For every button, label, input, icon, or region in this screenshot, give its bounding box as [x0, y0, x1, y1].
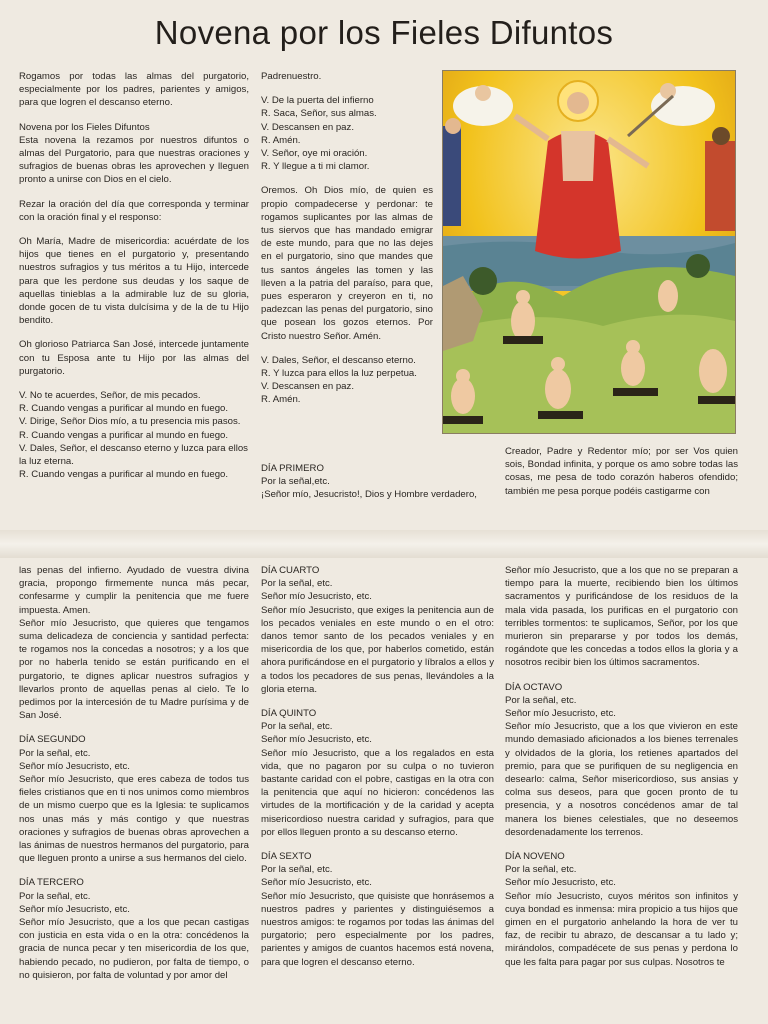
paragraph: Rezar la oración del día que corresponda y terminar con la oración final y el responso:: [19, 198, 249, 223]
column-bottom-middle: [261, 564, 494, 980]
sign-lines: Por la señal, etc. Señor mío Jesucristo, etc.: [505, 694, 616, 720]
paragraph: Señor mío Jesucristo, que a los que no se preparan a tiempo para la muerte, recibiendo bien los últimos sacramentos y purificándose de los residuos de la mala vida pasada, los purificas en el purgatorio con terribles tormentos: te suplicamos, Señor, por los que murieron sin prepararse y por todos los demás, rogándote que les concedas a todos ellos la gloria y a nosotros recibir bien los últimos sacramentos.: [505, 565, 738, 669]
religious-painting-icon: [443, 71, 735, 433]
religious-painting: [442, 70, 736, 434]
paragraph: Oremos. Oh Dios mío, de quien es propio compadecerse y perdonar: te rogamos suplicantes por las almas de tus siervos que has mandado emigrar de este mundo, para que no las dejes en el purgatorio, sino que mandes que tus santos ángeles las tomen y las lleven a la patria del paraíso, para que, pues esperaron y creyeron en ti, no padezcan las penas del purgatorio, sino que posean los gozos eternos. Por Cristo nuestro Señor. Amén.: [261, 185, 433, 342]
sign-lines: Por la señal, etc. Señor mío Jesucristo, etc.: [19, 747, 130, 772]
paragraph: V. No te acuerdes, Señor, de mis pecados. R. Cuando vengas a purificar al mundo en fuego. V. Dirige, Señor Dios mío, a tu presencia mis pasos. R. Cuando vengas a purificar al mundo en fuego. V. Dales, Señor, el descanso eterno y luzca para ellos la luz eterna. R. Cuando vengas a purificar al mundo en fuego.: [19, 390, 248, 481]
day-heading: DÍA CUARTO: [261, 565, 320, 576]
paragraph: Padrenuestro.: [261, 71, 322, 82]
paragraph: Señor mío Jesucristo, cuyos méritos son infinitos y cuya bondad es inmensa: mira propicio a tus hijos que gimen en el purgatorio anhelando la hora de ver tu faz, de recibir tu abrazo, de descansar a tu lado y; mirándolos, compadécete de sus penas y perdona lo que les falta para pagar por sus culpas. Nosotros te: [505, 890, 738, 968]
paragraph: Oh glorioso Patriarca San José, intercede juntamente con tu Esposa ante tu Hijo por las almas del purgatorio.: [19, 339, 249, 377]
paragraph: Señor mío Jesucristo, que quieres que tengamos suma delicadeza de conciencia y santidad perfecta: te rogamos nos la concedas a nosotros; y a los que por no haberla tenido se están purificando en el purgatorio, te dignes aplicar nuestros sufragios y llevarlos pronto de aquellas penas al cielo. Te lo pedimos por la intercesión de tu Madre purísima y de San José.: [19, 617, 249, 722]
paragraph: V. Dales, Señor, el descanso eterno. R. Y luzca para ellos la luz perpetua. V. Descansen en paz. R. Amén.: [261, 354, 417, 406]
day-heading: DÍA SEGUNDO: [19, 734, 86, 746]
paragraph: Señor mío Jesucristo, que a los que pecan castigas con justicia en esta vida o en la otra: concédenos la gracia de nunca pecar y ten misericordia de los que, habiendo pecado, no pudieron, por falta de tiempo, o no quisieron, por falta de voluntad y por amor del: [19, 917, 249, 981]
page-title: Novena por los Fieles Difuntos: [154, 14, 614, 51]
paragraph: Rogamos por todas las almas del purgatorio, especialmente por los padres, parientes y amigos, para que logren el descanso eterno.: [19, 71, 249, 109]
sign-lines: Por la señal, etc. Señor mío Jesucristo, etc.: [505, 864, 616, 889]
paragraph: las penas del infierno. Ayudado de vuestra divina gracia, propongo firmemente nunca más pecar, confesarme y cumplir la penitencia que me fuere impuesta. Amen.: [19, 565, 249, 616]
day-heading: DÍA SEXTO: [261, 851, 312, 863]
sign-lines: Por la señal, etc. Señor mío Jesucristo, etc.: [261, 721, 372, 746]
paragraph: Señor mío Jesucristo, que quisiste que honrásemos a nuestros padres y parientes y distinguiésemos a nuestros amigos: te rogamos por todas las ánimas del purgatorio; pero especialmente por los padres, parientes y amigos de cuantos hacemos está novena, para que logren el descanso eterno.: [261, 890, 494, 968]
sign-lines: Por la señal, etc. Señor mío Jesucristo, etc.: [261, 864, 372, 889]
paragraph: Creador, Padre y Redentor mío; por ser Vos quien sois, Bondad infinita, y porque os amo sobre todas las cosas, me pesa de todo corazón haberos ofendido; también me pesa porque podéis castigarme con: [505, 446, 738, 497]
sign-lines: Por la señal, etc. Señor mío Jesucristo, etc.: [19, 890, 130, 915]
paragraph: Oh María, Madre de misericordia: acuérdate de los hijos que tienes en el purgatorio y, presentando nuestros sufragios y tus méritos a tu Hijo, intercede para que les perdone sus deudas y los saque de aquellas tinieblas a la admirable luz de su gloria, donde gocen de tu vista dulcísima y de la de tu Hijo bendito.: [19, 236, 249, 327]
sign-line: Por la señal,etc.: [261, 476, 330, 488]
column-top-middle: [261, 70, 433, 418]
column-top-right: [505, 445, 738, 509]
paragraph: Novena por los Fieles Difuntos Esta novena la rezamos por nuestros difuntos o almas del Purgatorio, para que nuestras oraciones y sufragios de buenas obras les aprovechen y lleguen pronto a unirse con Dios en el cielo.: [19, 121, 249, 186]
sign-lines: Por la señal, etc. Señor mío Jesucristo, etc.: [261, 578, 372, 603]
day-heading: DÍA NOVENO: [505, 851, 565, 863]
paragraph: Señor mío Jesucristo, que a los que vivieron en este mundo demasiado aficionados a los bienes terrenales y olvidados de la gloria, los retienes apartados del premio, para que se purifiquen de su negligencia en desearlo: calma, Señor misericordioso, sus ansias y colma sus deseos, para que gocen pronto de tu presencia, y a nosotros concédenos amar de tal manera los bienes celestiales, que no deseemos desordenadamente los terrenos.: [505, 721, 738, 838]
paragraph: Señor mío Jesucristo, que exiges la penitencia aun de los pecados veniales en este mundo o en el otro: danos temor santo de los pecados veniales y en misericordia de los que, por haberlos cometido, están ahora purificándose en el purgatorio y líbralos a ellos y a todos los pecadores de sus penas, llevándoles a la gloria eterna.: [261, 604, 494, 695]
column-bottom-left: [19, 564, 249, 993]
day-heading: DÍA PRIMERO: [261, 463, 324, 474]
column-top-left: [19, 70, 249, 492]
paragraph: V. De la puerta del infierno R. Saca, Señor, sus almas. V. Descansen en paz. R. Amén. V. Señor, oye mi oración. R. Y llegue a ti mi clamor.: [261, 95, 377, 173]
day-heading: DÍA OCTAVO: [505, 681, 563, 693]
paragraph: Señor mío Jesucristo, que a los regalados en esta vida, que no pagaron por su culpa o no tuvieron bastante caridad con el pobre, castigas en la otra con la penitencia que aquí no hicieron: concédenos las virtudes de la mortificación y de la caridad y acepta misericordioso nuestra caridad y sufragios, para que por ellos lleguen pronto a su descanso eterno.: [261, 747, 494, 838]
column-bottom-right: [505, 564, 738, 980]
day-heading: DÍA QUINTO: [261, 708, 317, 720]
paragraph: Señor mío Jesucristo, que eres cabeza de todos tus fieles cristianos que en ti nos unimos como miembros de un mismo cuerpo que es la Iglesia: te suplicamos nos unas más y más contigo y que nuestras oraciones y sufragios de buenas obras aprovechen a las ánimas de nuestros hermanos del purgatorio, para que lleguen pronto a unirse a sus hermanos del cielo.: [19, 774, 249, 865]
dia-primero: [261, 462, 497, 502]
paper-fold: [0, 530, 768, 558]
day-heading: DÍA TERCERO: [19, 877, 84, 889]
prayer-start: ¡Señor mío, Jesucristo!, Dios y Hombre verdadero,: [261, 489, 477, 501]
